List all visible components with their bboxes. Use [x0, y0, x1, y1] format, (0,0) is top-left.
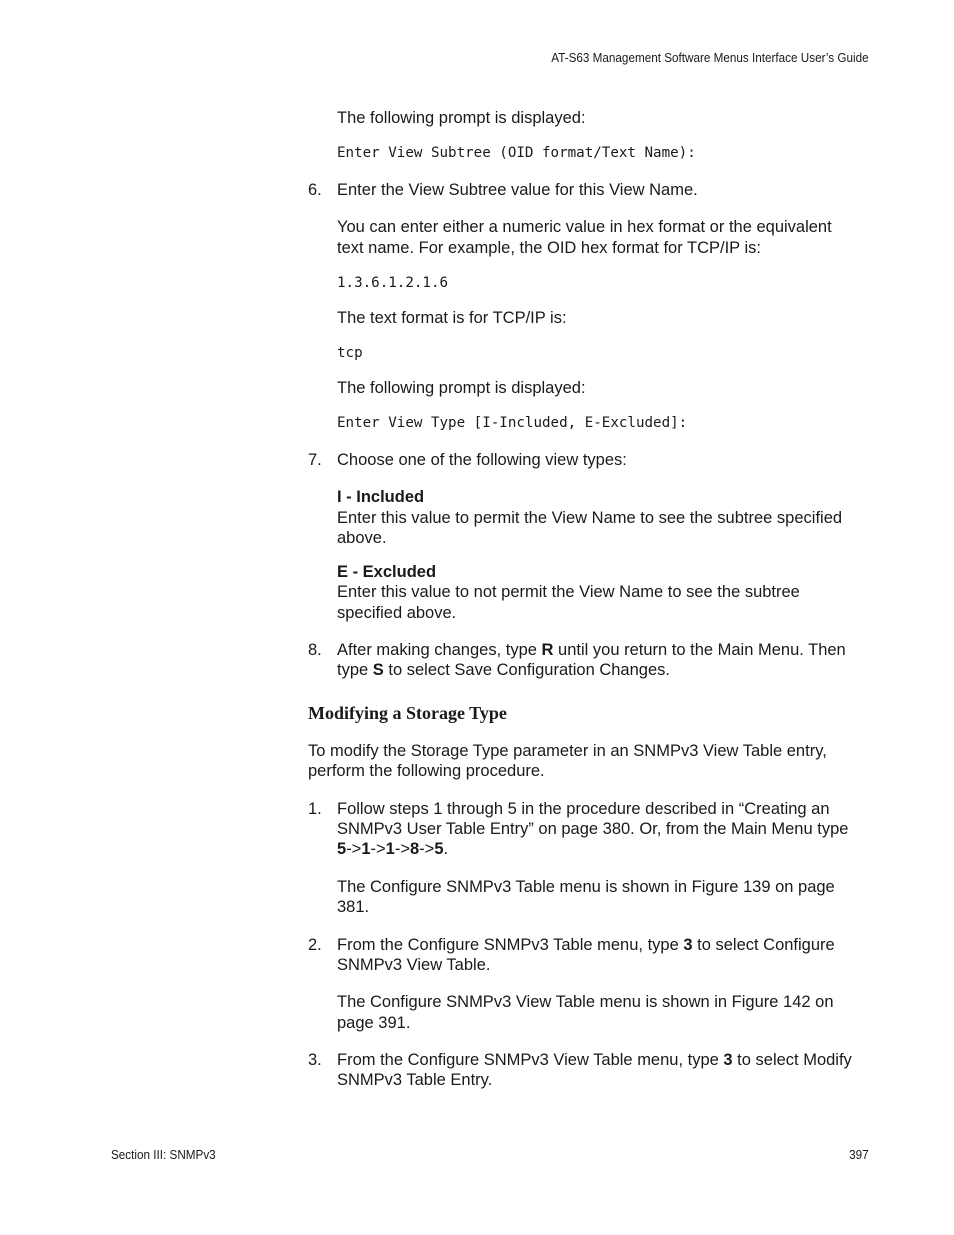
step-text: After making changes, type R until you return to the Main Menu. Then — [337, 641, 846, 659]
step-number: 1. — [308, 800, 322, 818]
step-text: From the Configure SNMPv3 View Table menu, type 3 to select Modify — [337, 1051, 852, 1069]
step-text: From the Configure SNMPv3 Table menu, type 3 to select Configure — [337, 936, 835, 954]
step-text: Enter the View Subtree value for this View Name. — [337, 181, 698, 199]
code-line: 1.3.6.1.2.1.6 — [337, 275, 449, 291]
definition-term: I - Included — [337, 488, 425, 506]
page-number: 397 — [849, 1147, 869, 1162]
section-heading: Modifying a Storage Type — [308, 703, 507, 723]
paragraph-line: text name. For example, the OID hex format for TCP/IP is: — [337, 239, 761, 257]
step-text: SNMPv3 View Table. — [337, 956, 491, 974]
step-number: 7. — [308, 451, 322, 469]
paragraph-line: To modify the Storage Type parameter in an SNMPv3 View Table entry, — [308, 742, 827, 760]
definition-line: specified above. — [337, 604, 457, 622]
step-number: 6. — [308, 181, 322, 199]
step-text: SNMPv3 Table Entry. — [337, 1071, 493, 1089]
note-line: 381. — [337, 898, 370, 916]
code-line: Enter View Subtree (OID format/Text Name): — [337, 145, 696, 161]
note-line: The Configure SNMPv3 Table menu is shown in Figure 139 on page — [337, 878, 835, 896]
definition-line: Enter this value to permit the View Name to see the subtree specified — [337, 509, 843, 527]
step-number: 3. — [308, 1051, 322, 1069]
paragraph-line: The text format is for TCP/IP is: — [337, 309, 567, 327]
paragraph-line: perform the following procedure. — [308, 762, 545, 780]
step-text: SNMPv3 User Table Entry” on page 380. Or, from the Main Menu type — [337, 820, 849, 838]
step-text: Choose one of the following view types: — [337, 451, 627, 469]
step-number: 2. — [308, 936, 322, 954]
step-number: 8. — [308, 641, 322, 659]
running-header: AT-S63 Management Software Menus Interface User’s Guide — [551, 50, 869, 65]
note-line: The Configure SNMPv3 View Table menu is shown in Figure 142 on — [337, 993, 834, 1011]
code-line: Enter View Type [I-Included, E-Excluded]: — [337, 415, 688, 431]
key-sequence: 5->1->1->8->5. — [337, 840, 449, 858]
step-text: type S to select Save Configuration Changes. — [337, 661, 670, 679]
definition-term: E - Excluded — [337, 563, 437, 581]
paragraph-line: You can enter either a numeric value in hex format or the equivalent — [337, 218, 832, 236]
code-line: tcp — [337, 345, 363, 361]
paragraph-prompt: The following prompt is displayed: — [337, 109, 586, 127]
step-text: Follow steps 1 through 5 in the procedure described in “Creating an — [337, 800, 830, 818]
definition-line: Enter this value to not permit the View Name to see the subtree — [337, 583, 800, 601]
paragraph-prompt: The following prompt is displayed: — [337, 379, 586, 397]
definition-line: above. — [337, 529, 387, 547]
footer-section: Section III: SNMPv3 — [111, 1147, 216, 1162]
note-line: page 391. — [337, 1014, 411, 1032]
